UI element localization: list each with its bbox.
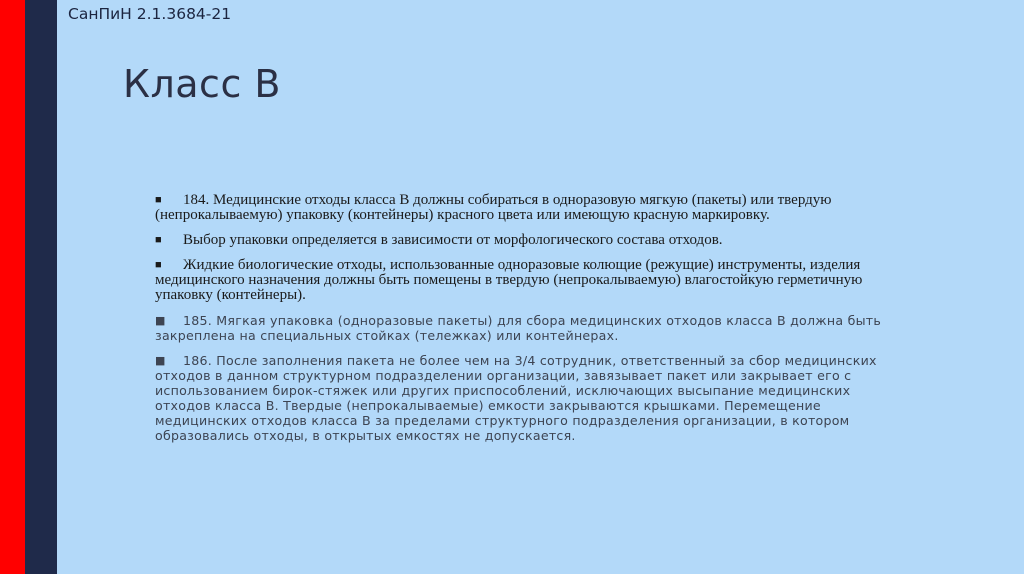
slide-header: СанПиН 2.1.3684-21 — [68, 5, 232, 23]
paragraph-text: 184. Медицинские отходы класса В должны собираться в одноразовую мягкую (пакеты) или твердую (непрокалываемую) упаковку (контейнеры) красного цвета или имеющую красную маркировку. — [155, 192, 832, 223]
paragraph-184 — [155, 193, 910, 223]
left-accent-bar-dark — [25, 0, 57, 574]
paragraph-packaging-choice — [155, 233, 910, 248]
bullet-icon: ■ — [155, 314, 166, 327]
paragraph-185 — [155, 313, 910, 343]
bullet-icon: ■ — [155, 234, 162, 246]
paragraph-text: Жидкие биологические отходы, использованные одноразовые колющие (режущие) инструменты, изделия медицинского назначения должны быть помещены в твердую (непрокалываемую) влагостойкую герметичную упаковку (контейнеры). — [155, 257, 863, 303]
left-accent-bar-red — [0, 0, 25, 574]
bullet-icon: ■ — [155, 259, 162, 271]
paragraph-186 — [155, 353, 910, 443]
bullet-icon: ■ — [155, 194, 162, 206]
slide-title: Класс В — [123, 62, 281, 106]
bullet-icon: ■ — [155, 354, 166, 367]
paragraph-text: Выбор упаковки определяется в зависимости от морфологического состава отходов. — [183, 232, 723, 248]
paragraph-liquid-waste — [155, 258, 910, 303]
paragraph-text: 186. После заполнения пакета не более чем на 3/4 сотрудник, ответственный за сбор медицинских отходов в данном структурном подразделении организации, завязывает пакет или закрывает его с использованием бирок-стяжек или других приспособлений, исключающих высыпание медицинских отходов класса В. Твердые (непрокалываемые) емкости закрываются крышками. Перемещение медицинских отходов класса В за пределами структурного подразделения организации, в котором образовались отходы, в открытых емкостях не допускается. — [155, 353, 877, 443]
slide-content — [155, 193, 910, 453]
paragraph-text: 185. Мягкая упаковка (одноразовые пакеты) для сбора медицинских отходов класса В должна быть закреплена на специальных стойках (тележках) или контейнерах. — [155, 313, 882, 343]
